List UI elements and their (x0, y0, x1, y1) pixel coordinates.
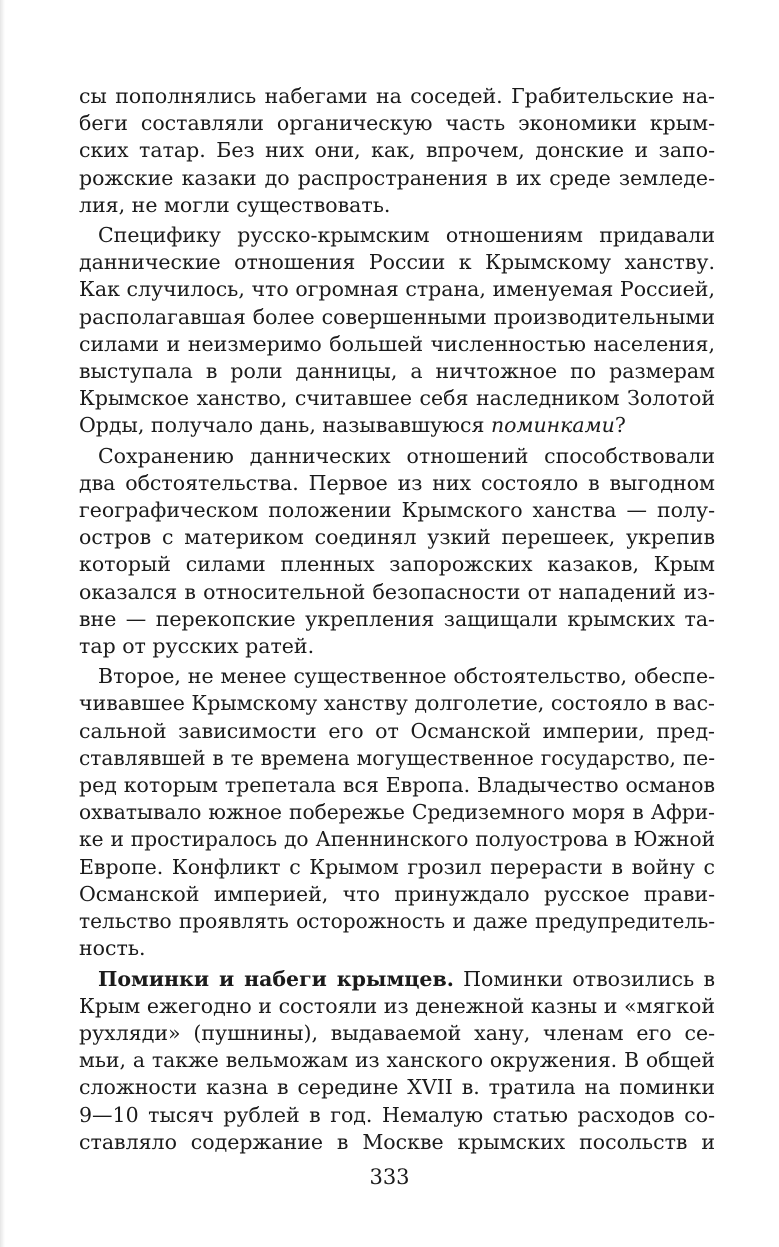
text-line: располагавшая более совершенными производительными (79, 304, 715, 329)
text-line: оказался в относительной безопасности от нападений из- (79, 579, 715, 604)
paragraph-4 (79, 663, 715, 962)
paragraph-3 (79, 443, 715, 661)
text-line: ке и простиралось до Апеннинского полуострова в Южной (79, 827, 715, 852)
text-line: Сохранению даннических отношений способствовали (98, 443, 715, 468)
text-line: сальной зависимости его от Османской империи, пред- (79, 718, 715, 743)
text-line: Крым ежегодно и состояли из денежной казны и «мягкой (79, 993, 715, 1018)
text-fragment: Поминки отвозились в (453, 966, 715, 991)
text-line: сложности казна в середине XVII в. тратила на поминки (79, 1075, 715, 1100)
text-line: силами и неизмеримо большей численностью населения, (79, 331, 715, 356)
text-line-with-italic (79, 412, 715, 439)
text-line: выступала в роли данницы, а ничтожное по размерам (79, 359, 715, 384)
text-line: Как случилось, что огромная страна, именуемая Россией, (79, 277, 715, 302)
text-line: ских татар. Без них они, как, впрочем, донские и запо- (79, 138, 715, 163)
text-line: чивавшее Крымскому ханству долголетие, состояло в вас- (79, 691, 715, 716)
text-line: рожские казаки до распространения в их среде земледе- (79, 165, 715, 190)
text-fragment: Орды, получало дань, называвшуюся (79, 413, 491, 438)
text-line: Специфику русско-крымским отношениям придавали (98, 223, 715, 248)
text-line: даннические отношения России к Крымскому ханству. (79, 250, 715, 275)
text-line: ред которым трепетала вся Европа. Владычество османов (79, 773, 715, 798)
text-line: сы пополнялись набегами на соседей. Грабительские на- (79, 84, 715, 108)
text-line: 9—10 тысяч рублей в год. Немалую статью расходов со- (79, 1102, 715, 1127)
text-line: Европе. Конфликт с Крымом грозил перерасти в войну с (79, 854, 715, 879)
text-line: два обстоятельства. Первое из них состояло в выгодном (79, 470, 715, 495)
text-line: лия, не могли существовать. (79, 192, 391, 217)
text-line: остров с материком соединял узкий перешеек, укрепив (79, 525, 715, 550)
text-line: который силами пленных запорожских казаков, Крым (79, 552, 715, 577)
paragraph-2 (79, 222, 715, 440)
text-line: Османской империей, что принуждало русское прави- (79, 881, 715, 906)
text-line: охватывало южное побережье Средиземного моря в Афри- (79, 800, 715, 825)
paragraph-5 (79, 966, 715, 1156)
text-line: мьи, а также вельможам из ханского окружения. В общей (79, 1048, 715, 1073)
text-fragment: ? (614, 413, 626, 438)
text-line: Второе, не менее существенное обстоятельство, обеспе- (98, 664, 715, 689)
text-line: беги составляли органическую часть экономики крым- (79, 111, 715, 136)
text-line: тар от русских ратей. (79, 634, 315, 659)
text-line-with-heading (79, 966, 715, 993)
text-line: рухляди» (пушнины), выдаваемой хану, членам его се- (79, 1020, 715, 1045)
text-line: ставляло содержание в Москве крымских посольств и (79, 1129, 715, 1154)
body-text (79, 83, 715, 1159)
paragraph-1 (79, 83, 715, 219)
text-line: географическом положении Крымского ханства — полу- (79, 498, 715, 523)
text-line: Крымское ханство, считавшее себя наследником Золотой (79, 386, 715, 411)
section-run-in-heading: Поминки и набеги крымцев. (98, 966, 454, 991)
text-line: вне — перекопские укрепления защищали крымских та- (79, 606, 715, 631)
page-edge-shadow (0, 0, 5, 1247)
page-number: 333 (369, 1165, 410, 1189)
text-line: ставлявшей в те времена могущественное государство, пе- (79, 745, 715, 770)
text-line: тельство проявлять осторожность и даже предупредитель- (79, 909, 715, 934)
text-line: ность. (79, 936, 146, 961)
italic-term: поминками (490, 413, 615, 438)
